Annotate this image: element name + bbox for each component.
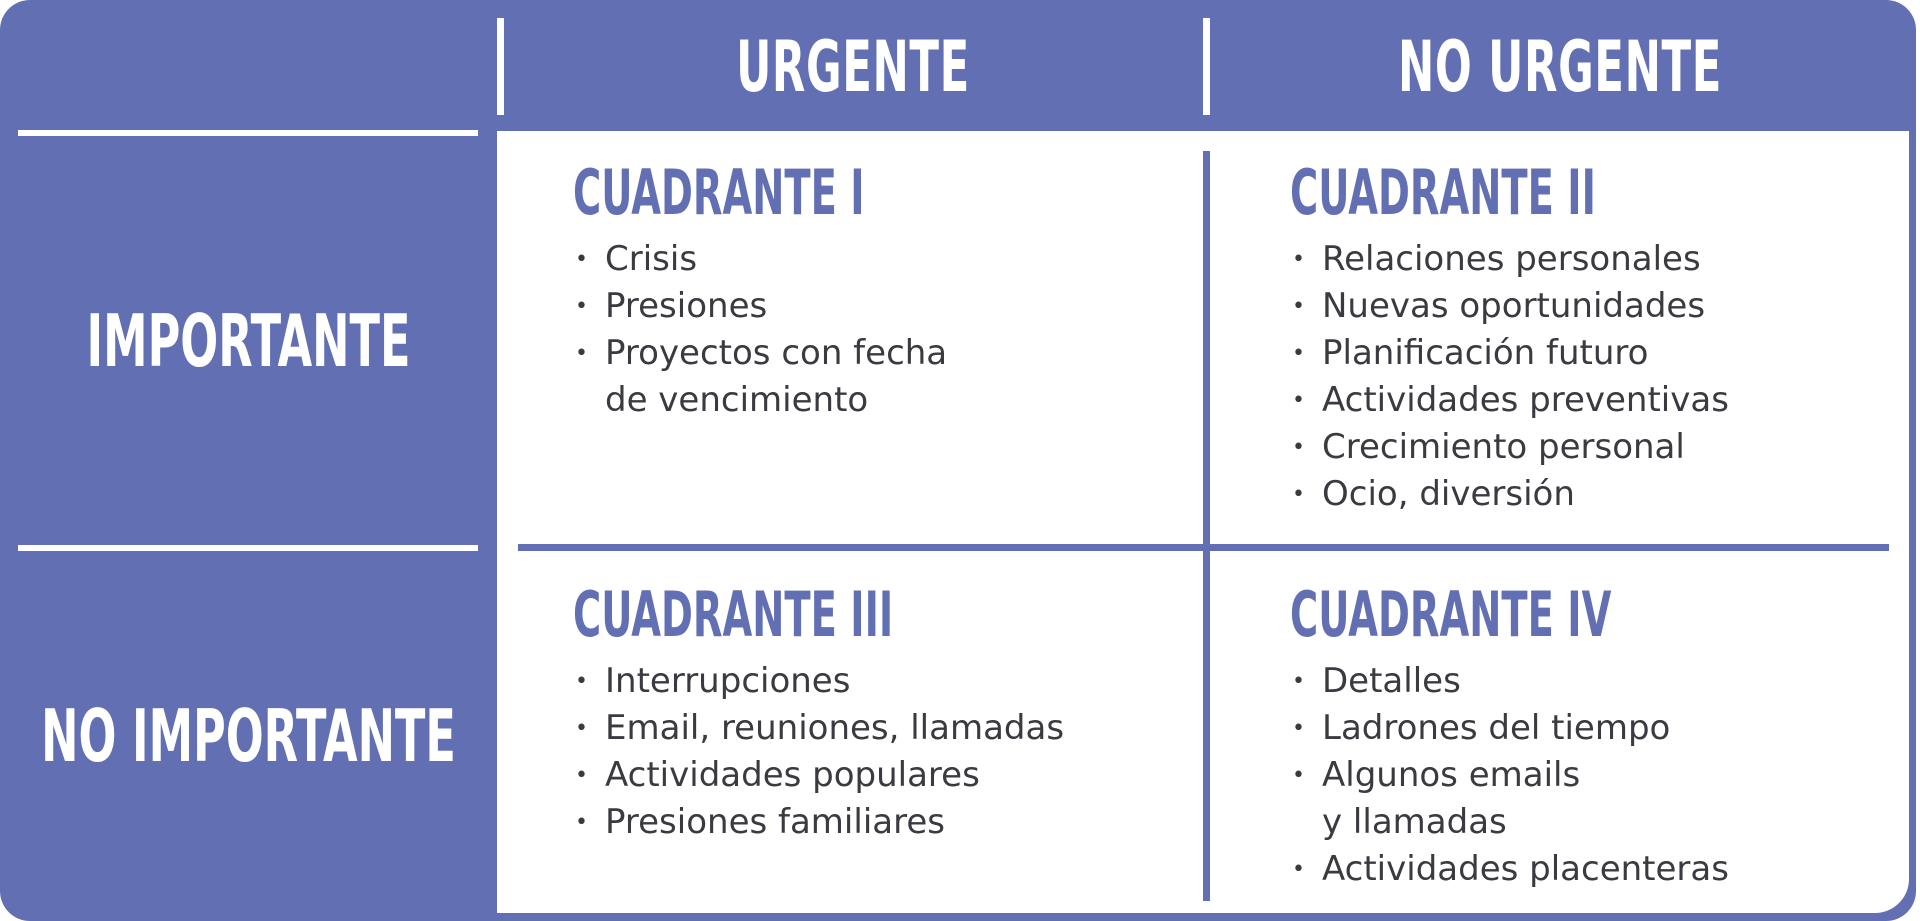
list-item: • Ocio, diversión: [1290, 471, 1783, 518]
list-item: • Actividades placenteras: [1290, 846, 1808, 893]
quadrant-title: CUADRANTE II: [1290, 156, 1596, 229]
list-item: • Detalles: [1290, 658, 1808, 705]
row-header-important: IMPORTANTE: [86, 298, 411, 383]
column-header-not-urgent: NO URGENTE: [1397, 25, 1723, 108]
quadrant-title: CUADRANTE I: [573, 156, 865, 229]
quadrant-vertical-divider: [1203, 151, 1210, 901]
list-item: • Presiones familiares: [573, 799, 1089, 846]
list-item: • Relaciones personales: [1290, 236, 1783, 283]
quadrant-item-list: [573, 236, 1043, 424]
quadrant-item-list: [1290, 658, 1808, 893]
quadrant-1: [573, 156, 1043, 424]
quadrant-item-list: [573, 658, 1089, 846]
list-item: • Crisis: [573, 236, 1043, 283]
list-item: • Presiones: [573, 283, 1043, 330]
quadrant-title: CUADRANTE IV: [1290, 578, 1612, 651]
quadrant-2: [1290, 156, 1783, 518]
quadrant-item-list: [1290, 236, 1783, 518]
quadrant-title: CUADRANTE III: [573, 578, 894, 651]
list-item: • Proyectos con fecha de vencimiento: [573, 330, 1043, 424]
quadrant-3: [573, 578, 1089, 846]
column-header-urgent: URGENTE: [736, 25, 970, 108]
list-item: • Nuevas oportunidades: [1290, 283, 1783, 330]
header-separator-middle: [1203, 18, 1210, 115]
quadrant-horizontal-divider: [518, 544, 1889, 551]
row-header-not-important: NO IMPORTANTE: [41, 694, 456, 778]
quadrant-4: [1290, 578, 1808, 893]
list-item: • Algunos emails y llamadas: [1290, 752, 1808, 846]
list-item: • Interrupciones: [573, 658, 1089, 705]
list-item: • Planificación futuro: [1290, 330, 1783, 377]
list-item: • Actividades preventivas: [1290, 377, 1783, 424]
list-item: • Actividades populares: [573, 752, 1089, 799]
list-item: • Crecimiento personal: [1290, 424, 1783, 471]
header-separator-left: [497, 18, 504, 115]
list-item: • Ladrones del tiempo: [1290, 705, 1808, 752]
list-item: • Email, reuniones, llamadas: [573, 705, 1089, 752]
